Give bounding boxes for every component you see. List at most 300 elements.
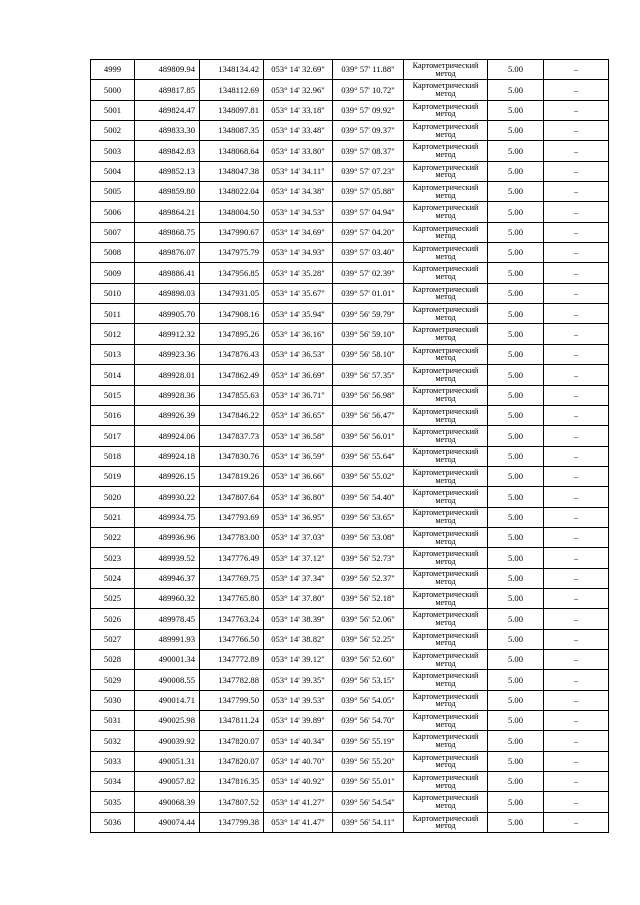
latitude-cell: 053° 14' 33.80": [264, 141, 333, 161]
longitude-cell: 039° 56' 52.37": [333, 568, 404, 588]
latitude-cell: 053° 14' 33.18": [264, 100, 333, 120]
latitude-cell: 053° 14' 36.53": [264, 344, 333, 364]
description-cell: –: [544, 283, 609, 303]
method-cell: Картометрический метод: [404, 263, 488, 283]
method-cell: Картометрический метод: [404, 182, 488, 202]
description-cell: –: [544, 568, 609, 588]
x-coordinate-cell: 489842.83: [135, 141, 200, 161]
table-row: [91, 60, 609, 80]
method-cell: Картометрический метод: [404, 731, 488, 751]
latitude-cell: 053° 14' 34.38": [264, 182, 333, 202]
latitude-cell: 053° 14' 35.67": [264, 283, 333, 303]
method-cell: Картометрический метод: [404, 365, 488, 385]
x-coordinate-cell: 489898.03: [135, 283, 200, 303]
longitude-cell: 039° 56' 54.40": [333, 487, 404, 507]
table-row: [91, 426, 609, 446]
x-coordinate-cell: 490068.39: [135, 792, 200, 812]
accuracy-cell: 5.00: [488, 324, 544, 344]
longitude-cell: 039° 56' 56.47": [333, 405, 404, 425]
latitude-cell: 053° 14' 41.47": [264, 812, 333, 832]
y-coordinate-cell: 1347895.26: [200, 324, 264, 344]
x-coordinate-cell: 490039.92: [135, 731, 200, 751]
latitude-cell: 053° 14' 39.35": [264, 670, 333, 690]
accuracy-cell: 5.00: [488, 243, 544, 263]
x-coordinate-cell: 489928.01: [135, 365, 200, 385]
accuracy-cell: 5.00: [488, 344, 544, 364]
longitude-cell: 039° 57' 05.88": [333, 182, 404, 202]
accuracy-cell: 5.00: [488, 507, 544, 527]
method-cell: Картометрический метод: [404, 609, 488, 629]
longitude-cell: 039° 56' 54.11": [333, 812, 404, 832]
y-coordinate-cell: 1347772.89: [200, 649, 264, 669]
y-coordinate-cell: 1347855.63: [200, 385, 264, 405]
table-row: [91, 324, 609, 344]
latitude-cell: 053° 14' 36.80": [264, 487, 333, 507]
x-coordinate-cell: 489912.32: [135, 324, 200, 344]
longitude-cell: 039° 57' 11.88": [333, 60, 404, 80]
point-number-cell: 5016: [91, 405, 135, 425]
latitude-cell: 053° 14' 39.12": [264, 649, 333, 669]
y-coordinate-cell: 1348047.38: [200, 161, 264, 181]
x-coordinate-cell: 489924.06: [135, 426, 200, 446]
longitude-cell: 039° 56' 55.20": [333, 751, 404, 771]
accuracy-cell: 5.00: [488, 263, 544, 283]
y-coordinate-cell: 1348097.81: [200, 100, 264, 120]
y-coordinate-cell: 1347820.07: [200, 731, 264, 751]
longitude-cell: 039° 56' 53.08": [333, 527, 404, 547]
point-number-cell: 5014: [91, 365, 135, 385]
latitude-cell: 053° 14' 36.71": [264, 385, 333, 405]
x-coordinate-cell: 489991.93: [135, 629, 200, 649]
accuracy-cell: 5.00: [488, 731, 544, 751]
latitude-cell: 053° 14' 36.58": [264, 426, 333, 446]
point-number-cell: 5017: [91, 426, 135, 446]
y-coordinate-cell: 1347816.35: [200, 772, 264, 792]
latitude-cell: 053° 14' 36.59": [264, 446, 333, 466]
accuracy-cell: 5.00: [488, 487, 544, 507]
x-coordinate-cell: 489960.32: [135, 588, 200, 608]
table-row: [91, 487, 609, 507]
point-number-cell: 5021: [91, 507, 135, 527]
table-row: [91, 812, 609, 832]
x-coordinate-cell: 489928.36: [135, 385, 200, 405]
table-row: [91, 548, 609, 568]
longitude-cell: 039° 56' 52.60": [333, 649, 404, 669]
point-number-cell: 5011: [91, 304, 135, 324]
x-coordinate-cell: 490008.55: [135, 670, 200, 690]
description-cell: –: [544, 751, 609, 771]
y-coordinate-cell: 1347862.49: [200, 365, 264, 385]
x-coordinate-cell: 489978.45: [135, 609, 200, 629]
latitude-cell: 053° 14' 40.70": [264, 751, 333, 771]
y-coordinate-cell: 1347876.43: [200, 344, 264, 364]
x-coordinate-cell: 489809.94: [135, 60, 200, 80]
accuracy-cell: 5.00: [488, 80, 544, 100]
accuracy-cell: 5.00: [488, 588, 544, 608]
description-cell: –: [544, 772, 609, 792]
x-coordinate-cell: 489905.70: [135, 304, 200, 324]
table-row: [91, 405, 609, 425]
x-coordinate-cell: 489852.13: [135, 161, 200, 181]
longitude-cell: 039° 57' 02.39": [333, 263, 404, 283]
point-number-cell: 5035: [91, 792, 135, 812]
x-coordinate-cell: 489876.07: [135, 243, 200, 263]
table-row: [91, 690, 609, 710]
method-cell: Картометрический метод: [404, 751, 488, 771]
method-cell: Картометрический метод: [404, 405, 488, 425]
accuracy-cell: 5.00: [488, 426, 544, 446]
y-coordinate-cell: 1347799.50: [200, 690, 264, 710]
description-cell: –: [544, 731, 609, 751]
longitude-cell: 039° 57' 09.37": [333, 121, 404, 141]
point-number-cell: 5027: [91, 629, 135, 649]
table-row: [91, 751, 609, 771]
description-cell: –: [544, 588, 609, 608]
x-coordinate-cell: 490057.82: [135, 772, 200, 792]
latitude-cell: 053° 14' 40.92": [264, 772, 333, 792]
longitude-cell: 039° 56' 59.79": [333, 304, 404, 324]
point-number-cell: 5022: [91, 527, 135, 547]
table-row: [91, 446, 609, 466]
accuracy-cell: 5.00: [488, 629, 544, 649]
latitude-cell: 053° 14' 35.28": [264, 263, 333, 283]
x-coordinate-cell: 489864.21: [135, 202, 200, 222]
longitude-cell: 039° 57' 10.72": [333, 80, 404, 100]
method-cell: Картометрический метод: [404, 548, 488, 568]
point-number-cell: 5032: [91, 731, 135, 751]
description-cell: –: [544, 385, 609, 405]
accuracy-cell: 5.00: [488, 548, 544, 568]
description-cell: –: [544, 670, 609, 690]
table-row: [91, 121, 609, 141]
y-coordinate-cell: 1347820.07: [200, 751, 264, 771]
latitude-cell: 053° 14' 33.48": [264, 121, 333, 141]
accuracy-cell: 5.00: [488, 405, 544, 425]
method-cell: Картометрический метод: [404, 649, 488, 669]
table-row: [91, 568, 609, 588]
y-coordinate-cell: 1348134.42: [200, 60, 264, 80]
x-coordinate-cell: 489924.18: [135, 446, 200, 466]
accuracy-cell: 5.00: [488, 202, 544, 222]
table-row: [91, 527, 609, 547]
accuracy-cell: 5.00: [488, 609, 544, 629]
description-cell: –: [544, 487, 609, 507]
accuracy-cell: 5.00: [488, 690, 544, 710]
accuracy-cell: 5.00: [488, 365, 544, 385]
latitude-cell: 053° 14' 34.93": [264, 243, 333, 263]
method-cell: Картометрический метод: [404, 792, 488, 812]
description-cell: –: [544, 812, 609, 832]
y-coordinate-cell: 1347769.75: [200, 568, 264, 588]
y-coordinate-cell: 1347811.24: [200, 711, 264, 731]
x-coordinate-cell: 489817.85: [135, 80, 200, 100]
point-number-cell: 5025: [91, 588, 135, 608]
accuracy-cell: 5.00: [488, 711, 544, 731]
point-number-cell: 5006: [91, 202, 135, 222]
y-coordinate-cell: 1347830.76: [200, 446, 264, 466]
description-cell: –: [544, 263, 609, 283]
latitude-cell: 053° 14' 32.96": [264, 80, 333, 100]
point-number-cell: 5002: [91, 121, 135, 141]
longitude-cell: 039° 56' 54.70": [333, 711, 404, 731]
y-coordinate-cell: 1348004.50: [200, 202, 264, 222]
latitude-cell: 053° 14' 36.65": [264, 405, 333, 425]
table-row: [91, 222, 609, 242]
point-number-cell: 5012: [91, 324, 135, 344]
point-number-cell: 5010: [91, 283, 135, 303]
longitude-cell: 039° 56' 55.19": [333, 731, 404, 751]
y-coordinate-cell: 1347975.79: [200, 243, 264, 263]
method-cell: Картометрический метод: [404, 812, 488, 832]
description-cell: –: [544, 507, 609, 527]
longitude-cell: 039° 57' 03.40": [333, 243, 404, 263]
longitude-cell: 039° 56' 55.01": [333, 772, 404, 792]
method-cell: Картометрический метод: [404, 507, 488, 527]
point-number-cell: 5009: [91, 263, 135, 283]
description-cell: –: [544, 792, 609, 812]
longitude-cell: 039° 56' 52.25": [333, 629, 404, 649]
description-cell: –: [544, 527, 609, 547]
description-cell: –: [544, 243, 609, 263]
x-coordinate-cell: 489926.39: [135, 405, 200, 425]
x-coordinate-cell: 489926.15: [135, 466, 200, 486]
longitude-cell: 039° 56' 52.18": [333, 588, 404, 608]
description-cell: –: [544, 222, 609, 242]
method-cell: Картометрический метод: [404, 161, 488, 181]
method-cell: Картометрический метод: [404, 446, 488, 466]
latitude-cell: 053° 14' 38.39": [264, 609, 333, 629]
description-cell: –: [544, 304, 609, 324]
table-row: [91, 182, 609, 202]
latitude-cell: 053° 14' 37.80": [264, 588, 333, 608]
latitude-cell: 053° 14' 37.03": [264, 527, 333, 547]
description-cell: –: [544, 80, 609, 100]
longitude-cell: 039° 56' 53.65": [333, 507, 404, 527]
latitude-cell: 053° 14' 36.16": [264, 324, 333, 344]
description-cell: –: [544, 690, 609, 710]
point-number-cell: 5031: [91, 711, 135, 731]
table-row: [91, 80, 609, 100]
point-number-cell: 5033: [91, 751, 135, 771]
method-cell: Картометрический метод: [404, 202, 488, 222]
accuracy-cell: 5.00: [488, 100, 544, 120]
x-coordinate-cell: 489923.36: [135, 344, 200, 364]
y-coordinate-cell: 1347783.00: [200, 527, 264, 547]
point-number-cell: 5020: [91, 487, 135, 507]
latitude-cell: 053° 14' 34.11": [264, 161, 333, 181]
x-coordinate-cell: 489886.41: [135, 263, 200, 283]
method-cell: Картометрический метод: [404, 222, 488, 242]
x-coordinate-cell: 489939.52: [135, 548, 200, 568]
table-row: [91, 365, 609, 385]
table-row: [91, 385, 609, 405]
method-cell: Картометрический метод: [404, 80, 488, 100]
point-number-cell: 5008: [91, 243, 135, 263]
y-coordinate-cell: 1347776.49: [200, 548, 264, 568]
longitude-cell: 039° 56' 52.06": [333, 609, 404, 629]
accuracy-cell: 5.00: [488, 182, 544, 202]
table-row: [91, 304, 609, 324]
description-cell: –: [544, 711, 609, 731]
y-coordinate-cell: 1347931.05: [200, 283, 264, 303]
y-coordinate-cell: 1347846.22: [200, 405, 264, 425]
point-number-cell: 5015: [91, 385, 135, 405]
latitude-cell: 053° 14' 34.53": [264, 202, 333, 222]
method-cell: Картометрический метод: [404, 466, 488, 486]
latitude-cell: 053° 14' 40.34": [264, 731, 333, 751]
x-coordinate-cell: 489936.96: [135, 527, 200, 547]
accuracy-cell: 5.00: [488, 446, 544, 466]
description-cell: –: [544, 649, 609, 669]
accuracy-cell: 5.00: [488, 527, 544, 547]
description-cell: –: [544, 182, 609, 202]
accuracy-cell: 5.00: [488, 222, 544, 242]
x-coordinate-cell: 489833.30: [135, 121, 200, 141]
latitude-cell: 053° 14' 39.53": [264, 690, 333, 710]
description-cell: –: [544, 202, 609, 222]
point-number-cell: 5003: [91, 141, 135, 161]
y-coordinate-cell: 1347837.73: [200, 426, 264, 446]
coordinates-table: [90, 59, 609, 833]
x-coordinate-cell: 490001.34: [135, 649, 200, 669]
table-body: [91, 60, 609, 833]
table-row: [91, 344, 609, 364]
point-number-cell: 5028: [91, 649, 135, 669]
longitude-cell: 039° 56' 58.10": [333, 344, 404, 364]
method-cell: Картометрический метод: [404, 568, 488, 588]
accuracy-cell: 5.00: [488, 649, 544, 669]
method-cell: Картометрический метод: [404, 141, 488, 161]
table-row: [91, 283, 609, 303]
method-cell: Картометрический метод: [404, 772, 488, 792]
latitude-cell: 053° 14' 36.95": [264, 507, 333, 527]
method-cell: Картометрический метод: [404, 60, 488, 80]
latitude-cell: 053° 14' 34.69": [264, 222, 333, 242]
point-number-cell: 5029: [91, 670, 135, 690]
table-row: [91, 263, 609, 283]
accuracy-cell: 5.00: [488, 792, 544, 812]
accuracy-cell: 5.00: [488, 283, 544, 303]
x-coordinate-cell: 490025.98: [135, 711, 200, 731]
point-number-cell: 4999: [91, 60, 135, 80]
method-cell: Картометрический метод: [404, 324, 488, 344]
latitude-cell: 053° 14' 38.82": [264, 629, 333, 649]
point-number-cell: 5005: [91, 182, 135, 202]
table-row: [91, 670, 609, 690]
latitude-cell: 053° 14' 41.27": [264, 792, 333, 812]
table-row: [91, 772, 609, 792]
longitude-cell: 039° 57' 01.01": [333, 283, 404, 303]
point-number-cell: 5036: [91, 812, 135, 832]
description-cell: –: [544, 405, 609, 425]
y-coordinate-cell: 1347956.85: [200, 263, 264, 283]
description-cell: –: [544, 426, 609, 446]
method-cell: Картометрический метод: [404, 304, 488, 324]
accuracy-cell: 5.00: [488, 304, 544, 324]
longitude-cell: 039° 56' 54.05": [333, 690, 404, 710]
longitude-cell: 039° 57' 04.20": [333, 222, 404, 242]
description-cell: –: [544, 324, 609, 344]
x-coordinate-cell: 489824.47: [135, 100, 200, 120]
table-row: [91, 507, 609, 527]
method-cell: Картометрический метод: [404, 385, 488, 405]
point-number-cell: 5001: [91, 100, 135, 120]
point-number-cell: 5026: [91, 609, 135, 629]
longitude-cell: 039° 56' 55.02": [333, 466, 404, 486]
point-number-cell: 5004: [91, 161, 135, 181]
accuracy-cell: 5.00: [488, 161, 544, 181]
accuracy-cell: 5.00: [488, 568, 544, 588]
table-row: [91, 629, 609, 649]
y-coordinate-cell: 1348022.04: [200, 182, 264, 202]
x-coordinate-cell: 489934.75: [135, 507, 200, 527]
description-cell: –: [544, 365, 609, 385]
table-row: [91, 100, 609, 120]
x-coordinate-cell: 490014.71: [135, 690, 200, 710]
description-cell: –: [544, 141, 609, 161]
y-coordinate-cell: 1347782.88: [200, 670, 264, 690]
table-row: [91, 609, 609, 629]
table-row: [91, 466, 609, 486]
longitude-cell: 039° 57' 04.94": [333, 202, 404, 222]
description-cell: –: [544, 609, 609, 629]
description-cell: –: [544, 344, 609, 364]
accuracy-cell: 5.00: [488, 60, 544, 80]
method-cell: Картометрический метод: [404, 100, 488, 120]
table-row: [91, 141, 609, 161]
y-coordinate-cell: 1348112.69: [200, 80, 264, 100]
method-cell: Картометрический метод: [404, 426, 488, 446]
y-coordinate-cell: 1347766.50: [200, 629, 264, 649]
point-number-cell: 5013: [91, 344, 135, 364]
longitude-cell: 039° 57' 07.23": [333, 161, 404, 181]
y-coordinate-cell: 1348068.64: [200, 141, 264, 161]
x-coordinate-cell: 489868.75: [135, 222, 200, 242]
latitude-cell: 053° 14' 36.69": [264, 365, 333, 385]
table-row: [91, 731, 609, 751]
longitude-cell: 039° 56' 54.54": [333, 792, 404, 812]
description-cell: –: [544, 629, 609, 649]
x-coordinate-cell: 489930.22: [135, 487, 200, 507]
method-cell: Картометрический метод: [404, 487, 488, 507]
method-cell: Картометрический метод: [404, 588, 488, 608]
method-cell: Картометрический метод: [404, 629, 488, 649]
longitude-cell: 039° 57' 09.92": [333, 100, 404, 120]
table-row: [91, 711, 609, 731]
method-cell: Картометрический метод: [404, 283, 488, 303]
latitude-cell: 053° 14' 39.89": [264, 711, 333, 731]
accuracy-cell: 5.00: [488, 141, 544, 161]
longitude-cell: 039° 56' 57.35": [333, 365, 404, 385]
table-row: [91, 161, 609, 181]
method-cell: Картометрический метод: [404, 243, 488, 263]
y-coordinate-cell: 1347990.67: [200, 222, 264, 242]
latitude-cell: 053° 14' 36.66": [264, 466, 333, 486]
y-coordinate-cell: 1347807.52: [200, 792, 264, 812]
description-cell: –: [544, 548, 609, 568]
longitude-cell: 039° 56' 56.98": [333, 385, 404, 405]
table-row: [91, 792, 609, 812]
y-coordinate-cell: 1347908.16: [200, 304, 264, 324]
accuracy-cell: 5.00: [488, 385, 544, 405]
table-row: [91, 588, 609, 608]
point-number-cell: 5034: [91, 772, 135, 792]
y-coordinate-cell: 1347793.69: [200, 507, 264, 527]
point-number-cell: 5024: [91, 568, 135, 588]
accuracy-cell: 5.00: [488, 772, 544, 792]
method-cell: Картометрический метод: [404, 690, 488, 710]
y-coordinate-cell: 1348087.35: [200, 121, 264, 141]
